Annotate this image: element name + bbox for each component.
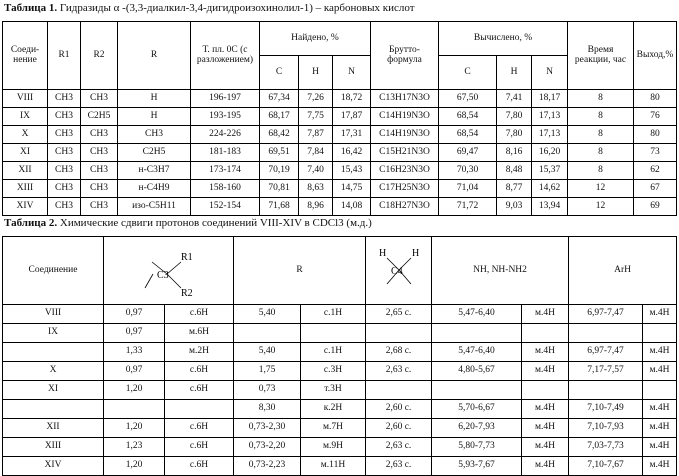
t1-cell-fc: 69,51 — [260, 144, 299, 162]
t2-cell-c3-shift: 0,97 — [104, 324, 165, 343]
t2-cell-arh-shift: 6,97-7,47 — [569, 343, 643, 362]
t1-cell-fc: 68,42 — [260, 126, 299, 144]
t1-header-formula: Брутто-формула — [371, 22, 439, 90]
t1-cell-cc: 68,54 — [439, 126, 497, 144]
t1-cell-formula: C17H25N3O — [371, 180, 439, 198]
t1-cell-ch: 8,16 — [497, 144, 532, 162]
t1-cell-id: IX — [3, 108, 48, 126]
t1-header-yield: Выход,% — [634, 22, 677, 90]
t1-cell-yield: 62 — [634, 162, 677, 180]
t1-cell-r1: CH3 — [48, 198, 81, 216]
t2-cell-r-mult: с.1H — [301, 305, 366, 324]
t2-cell-r-shift: 1,75 — [234, 362, 301, 381]
t1-cell-mp: 181-183 — [191, 144, 260, 162]
t1-cell-r: H — [118, 90, 191, 108]
t1-cell-r: изо-C5H11 — [118, 198, 191, 216]
t1-cell-fn: 17,31 — [333, 126, 371, 144]
t1-cell-ch: 8,48 — [497, 162, 532, 180]
t1-header-compound: Соеди-нение — [3, 22, 48, 90]
t2-header-arh: ArH — [569, 237, 677, 305]
t1-cell-id: VIII — [3, 90, 48, 108]
t2-cell-c4-shift — [366, 324, 432, 343]
t2-cell-arh-shift: 7,03-7,73 — [569, 438, 643, 457]
table1-body — [3, 90, 677, 216]
t1-cell-mp: 152-154 — [191, 198, 260, 216]
t2-cell-c3-mult: с.6H — [165, 419, 234, 438]
t1-cell-formula: C14H19N3O — [371, 126, 439, 144]
t1-cell-r: C2H5 — [118, 144, 191, 162]
t1-cell-fh: 7,75 — [299, 108, 333, 126]
t1-cell-r: н-C4H9 — [118, 180, 191, 198]
t1-cell-fn: 15,43 — [333, 162, 371, 180]
t2-cell-arh-shift: 7,17-7,57 — [569, 362, 643, 381]
table1-row — [3, 126, 677, 144]
t1-cell-cc: 71,72 — [439, 198, 497, 216]
t2-header-r: R — [234, 237, 366, 305]
t2-cell-arh-mult: м.4H — [643, 362, 677, 381]
t2-cell-arh-mult: м.4H — [643, 400, 677, 419]
t1-cell-time: 12 — [568, 198, 634, 216]
t2-cell-r-mult: к.2H — [301, 400, 366, 419]
t1-cell-cn: 17,13 — [532, 126, 568, 144]
table1-row — [3, 198, 677, 216]
t1-cell-fh: 8,63 — [299, 180, 333, 198]
t1-cell-fn: 17,87 — [333, 108, 371, 126]
t1-cell-cc: 68,54 — [439, 108, 497, 126]
t1-cell-cc: 69,47 — [439, 144, 497, 162]
t2-cell-r-mult: с.1H — [301, 343, 366, 362]
t2-header-structure-c4 — [366, 237, 432, 305]
t2-cell-r-mult: м.9H — [301, 438, 366, 457]
t1-cell-r1: CH3 — [48, 144, 81, 162]
t1-cell-fh: 7,40 — [299, 162, 333, 180]
t1-header-mp: Т. пл. 0С (с разложением) — [191, 22, 260, 90]
t2-cell-nh-shift: 5,93-7,67 — [432, 457, 522, 476]
t1-cell-cc: 71,04 — [439, 180, 497, 198]
t1-cell-r2: CH3 — [81, 90, 118, 108]
t2-cell-arh-mult — [643, 381, 677, 400]
t1-cell-fn: 14,75 — [333, 180, 371, 198]
t1-cell-time: 8 — [568, 144, 634, 162]
t2-cell-nh-shift: 5,80-7,73 — [432, 438, 522, 457]
t1-cell-r2: CH3 — [81, 180, 118, 198]
t1-cell-cn: 17,13 — [532, 108, 568, 126]
t1-cell-yield: 67 — [634, 180, 677, 198]
t1-cell-r2: CH3 — [81, 162, 118, 180]
t1-header-found: Найдено, % — [260, 22, 371, 56]
t2-cell-c3-mult: м.6H — [165, 324, 234, 343]
t2-cell-c4-shift — [366, 381, 432, 400]
t2-cell-arh-shift: 6,97-7,47 — [569, 305, 643, 324]
table2-row — [3, 343, 677, 362]
t2-cell-c3-shift: 1,20 — [104, 381, 165, 400]
t2-cell-compound: XI — [3, 381, 104, 400]
t1-cell-cn: 16,20 — [532, 144, 568, 162]
t2-cell-compound: X — [3, 362, 104, 381]
t1-cell-fh: 8,96 — [299, 198, 333, 216]
t2-cell-c3-mult: с.6H — [165, 438, 234, 457]
t1-cell-r: н-C3H7 — [118, 162, 191, 180]
t2-cell-arh-mult: м.4H — [643, 343, 677, 362]
t1-cell-id: XIII — [3, 180, 48, 198]
table2-row — [3, 457, 677, 476]
t2-cell-r-shift: 5,40 — [234, 305, 301, 324]
t2-cell-compound: XIV — [3, 457, 104, 476]
table1 — [2, 21, 677, 216]
t1-header-r: R — [118, 22, 191, 90]
t2-cell-r-mult: м.11H — [301, 457, 366, 476]
t2-cell-arh-mult — [643, 324, 677, 343]
t2-cell-c4-shift: 2,68 с. — [366, 343, 432, 362]
t1-cell-mp: 158-160 — [191, 180, 260, 198]
c3-structure-diagram — [109, 238, 229, 300]
t2-cell-nh-mult: м.4H — [522, 438, 569, 457]
t2-cell-r-shift: 0,73 — [234, 381, 301, 400]
t1-cell-r1: CH3 — [48, 162, 81, 180]
t1-cell-cn: 15,37 — [532, 162, 568, 180]
t2-cell-nh-shift: 5,47-6,40 — [432, 343, 522, 362]
t1-cell-mp: 173-174 — [191, 162, 260, 180]
c4-structure-diagram — [369, 238, 429, 300]
t1-cell-fc: 70,19 — [260, 162, 299, 180]
table2-caption-label: Таблица 2. — [4, 217, 58, 229]
t1-cell-fh: 7,84 — [299, 144, 333, 162]
t2-cell-c3-mult: с.6H — [165, 457, 234, 476]
t1-header-calc-c: C — [439, 56, 497, 90]
r1-label: R1 — [180, 251, 193, 263]
t2-cell-arh-shift — [569, 324, 643, 343]
t1-cell-ch: 8,77 — [497, 180, 532, 198]
t1-cell-mp: 196-197 — [191, 90, 260, 108]
t1-header-time: Время реакции, час — [568, 22, 634, 90]
table1-caption-text: Гидразиды α -(3,3-диалкил-3,4-дигидроизохинолил-1) – карбоновых кислот — [59, 2, 415, 14]
t2-cell-r-shift: 0,73-2,30 — [234, 419, 301, 438]
t2-cell-c3-mult — [165, 400, 234, 419]
t2-header-structure-c3 — [104, 237, 234, 305]
t2-cell-nh-mult: м.4H — [522, 400, 569, 419]
t1-header-calc-h: H — [497, 56, 532, 90]
t1-header-calc-n: N — [532, 56, 568, 90]
t2-cell-r-shift: 0,73-2,20 — [234, 438, 301, 457]
t1-cell-time: 8 — [568, 162, 634, 180]
t1-cell-r: CH3 — [118, 126, 191, 144]
table2-row — [3, 362, 677, 381]
t1-cell-fc: 70,81 — [260, 180, 299, 198]
t1-cell-id: XI — [3, 144, 48, 162]
t2-cell-r-mult — [301, 324, 366, 343]
t2-cell-c4-shift: 2,63 с. — [366, 438, 432, 457]
h-right-label: H — [411, 247, 419, 259]
c4-label: C4 — [390, 265, 403, 277]
table2-row — [3, 419, 677, 438]
t1-cell-time: 8 — [568, 90, 634, 108]
table2-body — [3, 305, 677, 476]
table1-row — [3, 144, 677, 162]
t2-cell-nh-shift — [432, 381, 522, 400]
t2-header-nh: NH, NH-NH2 — [432, 237, 569, 305]
t1-header-calc: Вычислено, % — [439, 22, 568, 56]
t1-cell-formula: C18H27N3O — [371, 198, 439, 216]
t2-cell-compound — [3, 343, 104, 362]
t1-cell-r1: CH3 — [48, 180, 81, 198]
t1-cell-r: H — [118, 108, 191, 126]
r2-label: R2 — [180, 287, 193, 299]
t1-cell-cn: 18,17 — [532, 90, 568, 108]
t2-cell-compound: IX — [3, 324, 104, 343]
t2-cell-r-shift: 5,40 — [234, 343, 301, 362]
t1-cell-yield: 69 — [634, 198, 677, 216]
t2-cell-nh-mult — [522, 324, 569, 343]
table2 — [2, 236, 677, 476]
t2-cell-arh-shift: 7,10-7,93 — [569, 419, 643, 438]
t2-cell-c3-shift — [104, 400, 165, 419]
t1-cell-yield: 73 — [634, 144, 677, 162]
t2-cell-nh-mult — [522, 381, 569, 400]
t1-cell-r1: CH3 — [48, 108, 81, 126]
t1-cell-fc: 68,17 — [260, 108, 299, 126]
t1-cell-time: 12 — [568, 180, 634, 198]
t1-cell-fn: 16,42 — [333, 144, 371, 162]
t1-cell-ch: 9,03 — [497, 198, 532, 216]
t2-cell-r-mult: с.3H — [301, 362, 366, 381]
t2-cell-r-mult: м.7H — [301, 419, 366, 438]
t2-cell-c4-shift: 2,65 с. — [366, 305, 432, 324]
t1-cell-ch: 7,80 — [497, 126, 532, 144]
t1-header-r1: R1 — [48, 22, 81, 90]
table2-row — [3, 324, 677, 343]
t2-cell-c3-mult: м.2H — [165, 343, 234, 362]
t2-cell-nh-shift: 5,70-6,67 — [432, 400, 522, 419]
t1-cell-id: XIV — [3, 198, 48, 216]
t1-cell-yield: 80 — [634, 90, 677, 108]
t1-cell-ch: 7,80 — [497, 108, 532, 126]
t2-cell-c3-mult: с.6H — [165, 362, 234, 381]
t2-cell-r-shift: 0,73-2,23 — [234, 457, 301, 476]
t2-cell-arh-shift: 7,10-7,49 — [569, 400, 643, 419]
table1-caption — [4, 2, 415, 14]
t2-cell-c4-shift: 2,60 с. — [366, 419, 432, 438]
t1-cell-id: XII — [3, 162, 48, 180]
t1-cell-fh: 7,87 — [299, 126, 333, 144]
table1-caption-label: Таблица 1. — [4, 2, 58, 14]
t1-cell-r2: C2H5 — [81, 108, 118, 126]
t1-cell-cn: 13,94 — [532, 198, 568, 216]
table2-row — [3, 438, 677, 457]
table1-row — [3, 108, 677, 126]
t1-header-found-c: C — [260, 56, 299, 90]
t1-cell-fn: 14,08 — [333, 198, 371, 216]
t2-cell-r-shift — [234, 324, 301, 343]
t1-cell-r2: CH3 — [81, 126, 118, 144]
t1-cell-ch: 7,41 — [497, 90, 532, 108]
t2-cell-nh-mult: м.4H — [522, 343, 569, 362]
t1-cell-r2: CH3 — [81, 144, 118, 162]
t2-cell-c4-shift: 2,60 с. — [366, 400, 432, 419]
c3-label: C3 — [156, 269, 169, 281]
t1-cell-cc: 70,30 — [439, 162, 497, 180]
t2-cell-compound: XII — [3, 419, 104, 438]
t2-cell-arh-mult: м.4H — [643, 438, 677, 457]
t2-cell-nh-shift: 4,80-5,67 — [432, 362, 522, 381]
t1-cell-formula: C15H21N3O — [371, 144, 439, 162]
t1-cell-r2: CH3 — [81, 198, 118, 216]
t2-cell-nh-shift: 5,47-6,40 — [432, 305, 522, 324]
table2-caption-text: Химические сдвиги протонов соединений VIII-XIV в CDCl3 (м.д.) — [59, 217, 372, 229]
t1-header-r2: R2 — [81, 22, 118, 90]
table1-row — [3, 90, 677, 108]
t2-cell-arh-shift: 7,10-7,67 — [569, 457, 643, 476]
table2-caption — [4, 217, 372, 229]
t2-cell-c3-shift: 0,97 — [104, 362, 165, 381]
t2-cell-nh-shift — [432, 324, 522, 343]
t1-cell-id: X — [3, 126, 48, 144]
t2-cell-c4-shift: 2,63 с. — [366, 362, 432, 381]
table1-row — [3, 180, 677, 198]
t2-header-compound: Соединение — [3, 237, 104, 305]
t1-cell-time: 8 — [568, 126, 634, 144]
table2-row — [3, 305, 677, 324]
t1-cell-r1: CH3 — [48, 90, 81, 108]
t2-cell-c3-mult: с.6H — [165, 305, 234, 324]
t2-cell-arh-shift — [569, 381, 643, 400]
h-left-label: H — [378, 247, 386, 259]
t1-cell-cn: 14,62 — [532, 180, 568, 198]
t2-cell-nh-mult: м.4H — [522, 419, 569, 438]
t2-cell-c4-shift: 2,63 с. — [366, 457, 432, 476]
t2-cell-c3-shift: 1,20 — [104, 419, 165, 438]
t1-cell-formula: C16H23N3O — [371, 162, 439, 180]
t1-cell-time: 8 — [568, 108, 634, 126]
t2-cell-c3-shift: 1,20 — [104, 457, 165, 476]
t1-cell-fh: 7,26 — [299, 90, 333, 108]
t2-cell-arh-mult: м.4H — [643, 419, 677, 438]
t1-cell-cc: 67,50 — [439, 90, 497, 108]
t2-cell-compound: XIII — [3, 438, 104, 457]
t2-cell-nh-mult: м.4H — [522, 305, 569, 324]
t2-cell-c3-shift: 1,23 — [104, 438, 165, 457]
t2-cell-c3-shift: 1,33 — [104, 343, 165, 362]
t1-cell-formula: C13H17N3O — [371, 90, 439, 108]
t1-cell-yield: 76 — [634, 108, 677, 126]
t2-cell-nh-shift: 6,20-7,93 — [432, 419, 522, 438]
t2-cell-c3-shift: 0,97 — [104, 305, 165, 324]
t1-cell-mp: 224-226 — [191, 126, 260, 144]
t2-cell-arh-mult: м.4H — [643, 457, 677, 476]
t2-cell-nh-mult: м.4H — [522, 457, 569, 476]
t2-cell-compound: VIII — [3, 305, 104, 324]
t1-cell-fc: 71,68 — [260, 198, 299, 216]
t1-header-found-n: N — [333, 56, 371, 90]
t1-cell-mp: 193-195 — [191, 108, 260, 126]
t2-cell-r-shift: 8,30 — [234, 400, 301, 419]
t2-cell-compound — [3, 400, 104, 419]
t1-header-found-h: H — [299, 56, 333, 90]
t2-cell-c3-mult: с.6H — [165, 381, 234, 400]
table1-row — [3, 162, 677, 180]
t1-cell-fn: 18,72 — [333, 90, 371, 108]
t2-cell-nh-mult: м.4H — [522, 362, 569, 381]
t1-cell-r1: CH3 — [48, 126, 81, 144]
t1-cell-formula: C14H19N3O — [371, 108, 439, 126]
t1-cell-yield: 80 — [634, 126, 677, 144]
t1-cell-fc: 67,34 — [260, 90, 299, 108]
t2-cell-arh-mult: м.4H — [643, 305, 677, 324]
t2-cell-r-mult: т.3H — [301, 381, 366, 400]
table2-row — [3, 400, 677, 419]
table2-row — [3, 381, 677, 400]
